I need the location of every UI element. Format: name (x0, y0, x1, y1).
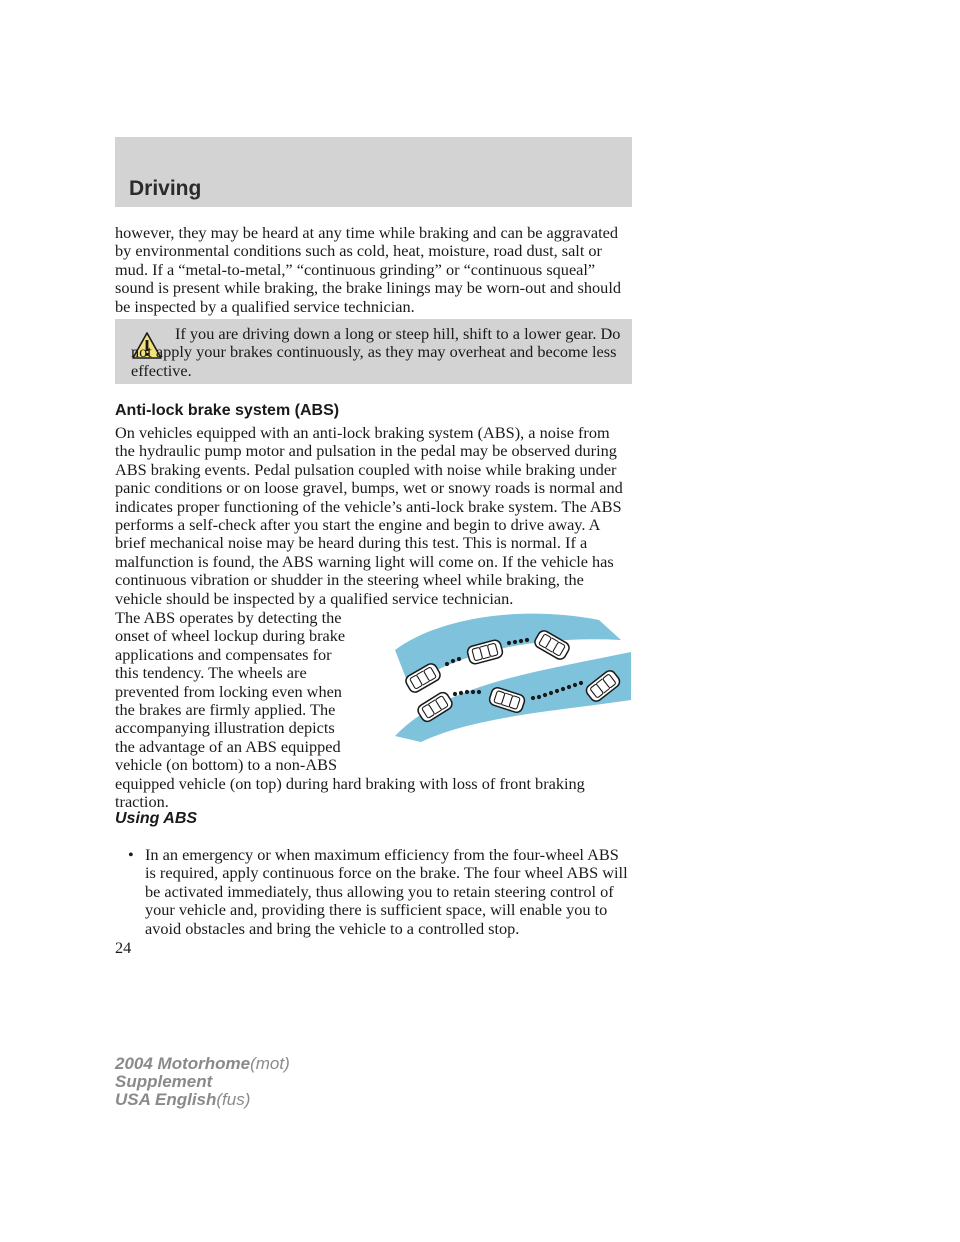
abs-heading: Anti-lock brake system (ABS) (115, 402, 340, 419)
abs-paragraph-2: The ABS operates by detecting the onset of wheel lockup during brake applications and compensates for this tendency. The wheels are prevented from locking even when the brakes are firmly applied. The accompanying illustration depicts the advantage of an ABS equipped vehicle (on bottom) to a non-ABS (115, 608, 346, 775)
section-title: Driving (129, 177, 202, 200)
using-abs-heading: Using ABS (115, 810, 198, 827)
abs-comparison-illustration (395, 608, 631, 742)
list-item: • In an emergency or when maximum efficiency from the four-wheel ABS is required, apply continuous force on the brake. The four wheel ABS will be activated immediately, thus allowing you to retain steering control of your vehicle and, providing there is sufficient space, will enable you to avoid obstacles and bring the vehicle to a controlled stop. (128, 845, 628, 938)
abs-paragraph-2-tail: equipped vehicle (on top) during hard braking with loss of front braking traction. (115, 774, 585, 812)
abs-paragraph-1: On vehicles equipped with an anti-lock braking system (ABS), a noise from the hydraulic pump motor and pulsation in the pedal may be observed during ABS braking events. Pedal pulsation coupled with noise while braking under panic conditions or on loose gravel, bumps, wet or snowy roads is normal and indicates proper functioning of the vehicle’s anti-lock brake system. The ABS performs a self-check after you start the engine and begin to drive away. A brief mechanical noise may be heard during this test. This is normal. If a malfunction is found, the ABS warning light will come on. If the vehicle has continuous vibration or shudder in the steering wheel while braking, the vehicle should be inspected by a qualified service technician. (115, 423, 623, 608)
bullet-icon: • (128, 845, 134, 864)
page-number: 24 (115, 938, 132, 957)
document-footer: 2004 Motorhome(mot) Supplement USA English(fus) (115, 1054, 290, 1109)
warning-text: If you are driving down a long or steep hill, shift to a lower gear. Do not apply your brakes continuously, as they may overheat and become less effective. (131, 324, 621, 380)
intro-paragraph: however, they may be heard at any time while braking and can be aggravated by environmental conditions such as cold, heat, moisture, road dust, salt or mud. If a “metal-to-metal,” “continuous grinding” or “continuous squeal” sound is present while braking, the brake linings may be worn-out and should be inspected by a qualified service technician. (115, 223, 621, 316)
